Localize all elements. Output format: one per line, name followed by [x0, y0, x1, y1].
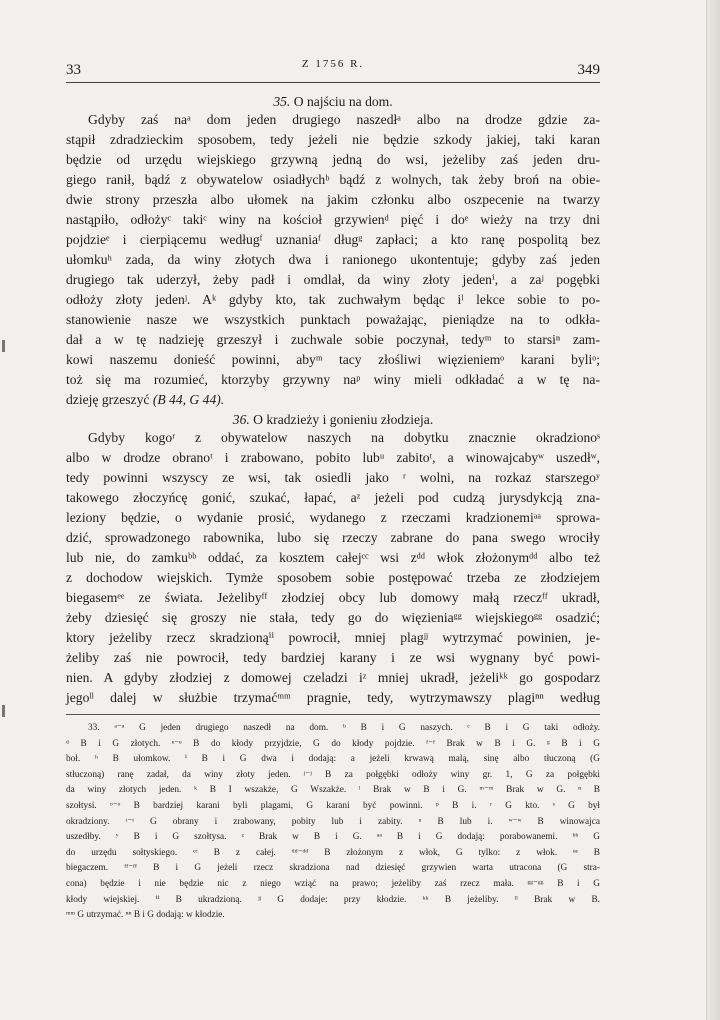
footnote-line: cona) będzie i nie będzie nic z niego wziąć na prawo; jeżeliby zaś rzecz mała. ᵍᵍ⁻ᵍᵍ B i G: [66, 878, 600, 889]
footnote-line: biegaczem. ᶠᶠ⁻ᶠᶠ B i G jeżeli rzecz skradziona nad dziesięć grzywien warta utracona (G stra-: [66, 863, 600, 874]
page: [66, 58, 600, 924]
footnote-line: do urzędu sołtyskiego. ᶜᶜ B z całej. ᵈᵈ⁻ᵈᵈ B złożonym z włok, G tylko: z włok. ᵉᵉ B: [66, 847, 600, 858]
text-line: jegoˡˡ dalej w służbie trzymaćᵐᵐ pragnie, tedy, wytrzymawszy plagiⁿⁿ według: [66, 690, 600, 705]
text-line: z dochodow wiejskich. Tymże sposobem sobie postępować trzeba ze złodziejem: [66, 570, 600, 585]
footnote-line: szołtysi. ᵒ⁻ᵒ B bardziej karani byli plagami, G karani być powinni. ᵖ B i. ʳ G kto. ˢ G był: [66, 800, 600, 811]
text-line: będzie od urzędu wiejskiego grzywną jedną do wsi, jeżeliby zaś jeden dru-: [66, 152, 600, 167]
footnote-line: ᵈ B i G złotych. ᵉ⁻ᵉ B do kłody przyjdzie, G do kłody pojdzie. ᶠ⁻ᶠ Brak w B i G. ᵍ B i G: [66, 738, 600, 749]
text-line: żeliby zaś nie powrocił, tedy bardziej karany i ze wsi wygnany być powi-: [66, 650, 600, 665]
footnote-line: 33. ᵃ⁻ᵃ G jeden drugiego naszedł na dom. ᵇ B i G naszych. ᶜ B i G taki odłoży.: [88, 723, 600, 733]
section-36-title: [66, 412, 600, 428]
footnote-line: da winy złotych jeden. ᵏ B I wszakże, G Wszakże. ˡ Brak w B i G. ᵐ⁻ᵐ Brak w G. ⁿ B: [66, 785, 600, 796]
text-line: Gdyby kogoʳ z obywatelow naszych na dobytku znacznie okradzionoˢ: [88, 430, 600, 445]
text-line: ułomkuʰ zada, da winy złotych dwa i ranionego ukontentuje; gdyby zaś jeden: [66, 252, 600, 267]
text-fragment: dzieję grzeszyć: [66, 392, 150, 407]
header-rule: [66, 82, 600, 83]
footnote-line: kłody wiejskiej. ⁱⁱ B ukradzioną. ʲʲ G dodaje: przy kłodzie. ᵏᵏ B jeżeliby. ˡˡ Brak w B.: [66, 894, 600, 905]
footnote-rule: [66, 714, 600, 715]
chapter-number: 33: [66, 62, 81, 78]
section-36-body: [66, 428, 600, 708]
footnote-line: uszedłby. ʸ B i G szołtysa. ᶻ Brak w B i G. ᵃᵃ B i G dodają: porabowanemi. ᵇᵇ G: [66, 832, 600, 843]
text-line: giego ranił, bądź z obywatelow osiadłychᵇ bądź z wolnych, tak żeby broń na obie-: [66, 172, 600, 187]
text-line: dwie strony przeszła albo ułomek na jakim członku albo oszpecenie na twarzy: [66, 192, 600, 207]
section-36-heading: O kradzieży i gonieniu złodzieja.: [253, 412, 434, 427]
text-line: pojdzieᵉ i cierpiącemu wedługᶠ uznaniaᶠ długᵍ zapłaci; a kto ranę pospolitą bez: [66, 232, 600, 247]
section-35-title: [66, 94, 600, 110]
margin-mark: [2, 340, 5, 352]
text-line: nastąpiło, odłożyᶜ takiᶜ winy na kościoł grzywienᵈ pięć i doᵉ wieży na trzy dni: [66, 212, 600, 227]
text-line: biegasemᵉᵉ ze świata. Jeżelibyᶠᶠ złodziej obcy lub domowy małą rzeczᶠᶠ ukradł,: [66, 590, 600, 605]
text-line: żeby dziesięć się groszy nie stała, tedy go do więzieniaᵍᵍ wiejskiegoᵍᵍ osadzić;: [66, 610, 600, 625]
text-line: dzić, sprowadzonego rabownika, lubo się rzeczy zabrane do pana swego wrociły: [66, 530, 600, 545]
footnotes: [66, 721, 600, 924]
running-head: [66, 58, 600, 80]
page-number: 349: [577, 62, 600, 78]
footnote-line: boł. ʰ B ułomkow. ⁱ B i G dwa i dodają: a jeżeli krwawą malą, sinę albo tłuczoną (G: [66, 754, 600, 765]
text-line: takowego złoczyńcę gonić, szukać, łapać, aᶻ jeżeli pod cudzą jurysdykcją zna-: [66, 490, 600, 505]
section-35-body: [66, 110, 600, 410]
text-line: tedy powinni wszyscy ze wsi, tak osiedli jako ʳ wolni, na rozkaz starszegoʸ: [66, 470, 600, 485]
footnote-line: okradziony. ᵗ⁻ᵗ G obrany i zrabowany, pobity lub i zabity. ᵘ B lub i. ʷ⁻ʷ B winowajca: [66, 816, 600, 827]
text-line-last: [66, 390, 600, 410]
text-line: stanowienie nasze we wszystkich punktach poważając, pieniądze na to odkła-: [66, 312, 600, 327]
text-line: albo w drodze obranoᵗ i zrabowano, pobito lubᵘ zabitoᵗ, a winowajcabyʷ uszedłʷ,: [66, 450, 600, 465]
text-line: lub nie, do zamkuᵇᵇ oddać, za kosztem całejᶜᶜ wsi zᵈᵈ włok złożonymᵈᵈ albo też: [66, 550, 600, 565]
section-35-heading: O najściu na dom.: [293, 94, 393, 109]
section-36-number: 36.: [232, 412, 250, 427]
text-line: kowi naszemu donieść powinni, abyᵐ tacy złośliwi więzieniemᵒ karani byliᵒ;: [66, 352, 600, 367]
text-line: dał a w tę nadzieję grzeszył i zuchwale sobie poczynał, tedyᵐ to starsiⁿ zam-: [66, 332, 600, 347]
running-title: Z 1756 R.: [301, 58, 365, 70]
text-line: ktory jeżeliby rzecz skradzionąⁱⁱ powrocił, mniej plagʲʲ wytrzymać powinien, je-: [66, 630, 600, 645]
footnote-line: ᵐᵐ G utrzymać. ⁿⁿ B i G dodają: w kłodzie.: [66, 910, 225, 921]
footnote-line: stłuczoną) ranę zadał, da winy złoty jeden. ʲ⁻ʲ B za połgębki odłoży winy gr. 1, G za połgębki: [66, 769, 600, 780]
source-references: (B 44, G 44).: [152, 392, 225, 407]
text-line: odłoży złoty jedenʲ. Aᵏ gdyby kto, tak zuchwałym będąc iˡ lekce sobie to po-: [66, 292, 600, 307]
section-35-number: 35.: [273, 94, 291, 109]
text-line: drugiego tak uderzył, żeby padł i omdlał, da winy złoty jedenⁱ, a zaʲ pogębki: [66, 272, 600, 287]
text-line: Gdyby zaś naᵃ dom jeden drugiego naszedłᵃ albo na drodze gdzie za-: [88, 112, 600, 127]
text-line: stąpił zdradzieckim sposobem, tedy jeżeli nie będzie szkody jakiej, taki karan: [66, 132, 600, 147]
text-line: leziony będzie, o wydanie prosić, wydanego z rzeczami kradzionemiᵃᵃ sprowa-: [66, 510, 600, 525]
page-edge: [706, 0, 720, 1020]
margin-mark: [2, 705, 5, 717]
text-line: toż się ma rozumieć, ktorzyby grzywny naᵖ winy mieli odkładać a w tę na-: [66, 372, 600, 387]
text-line: nien. A gdyby złodziej z domowej czeladzi iᶻ mniej ukradł, jeżeliᵏᵏ go gospodarz: [66, 670, 600, 685]
